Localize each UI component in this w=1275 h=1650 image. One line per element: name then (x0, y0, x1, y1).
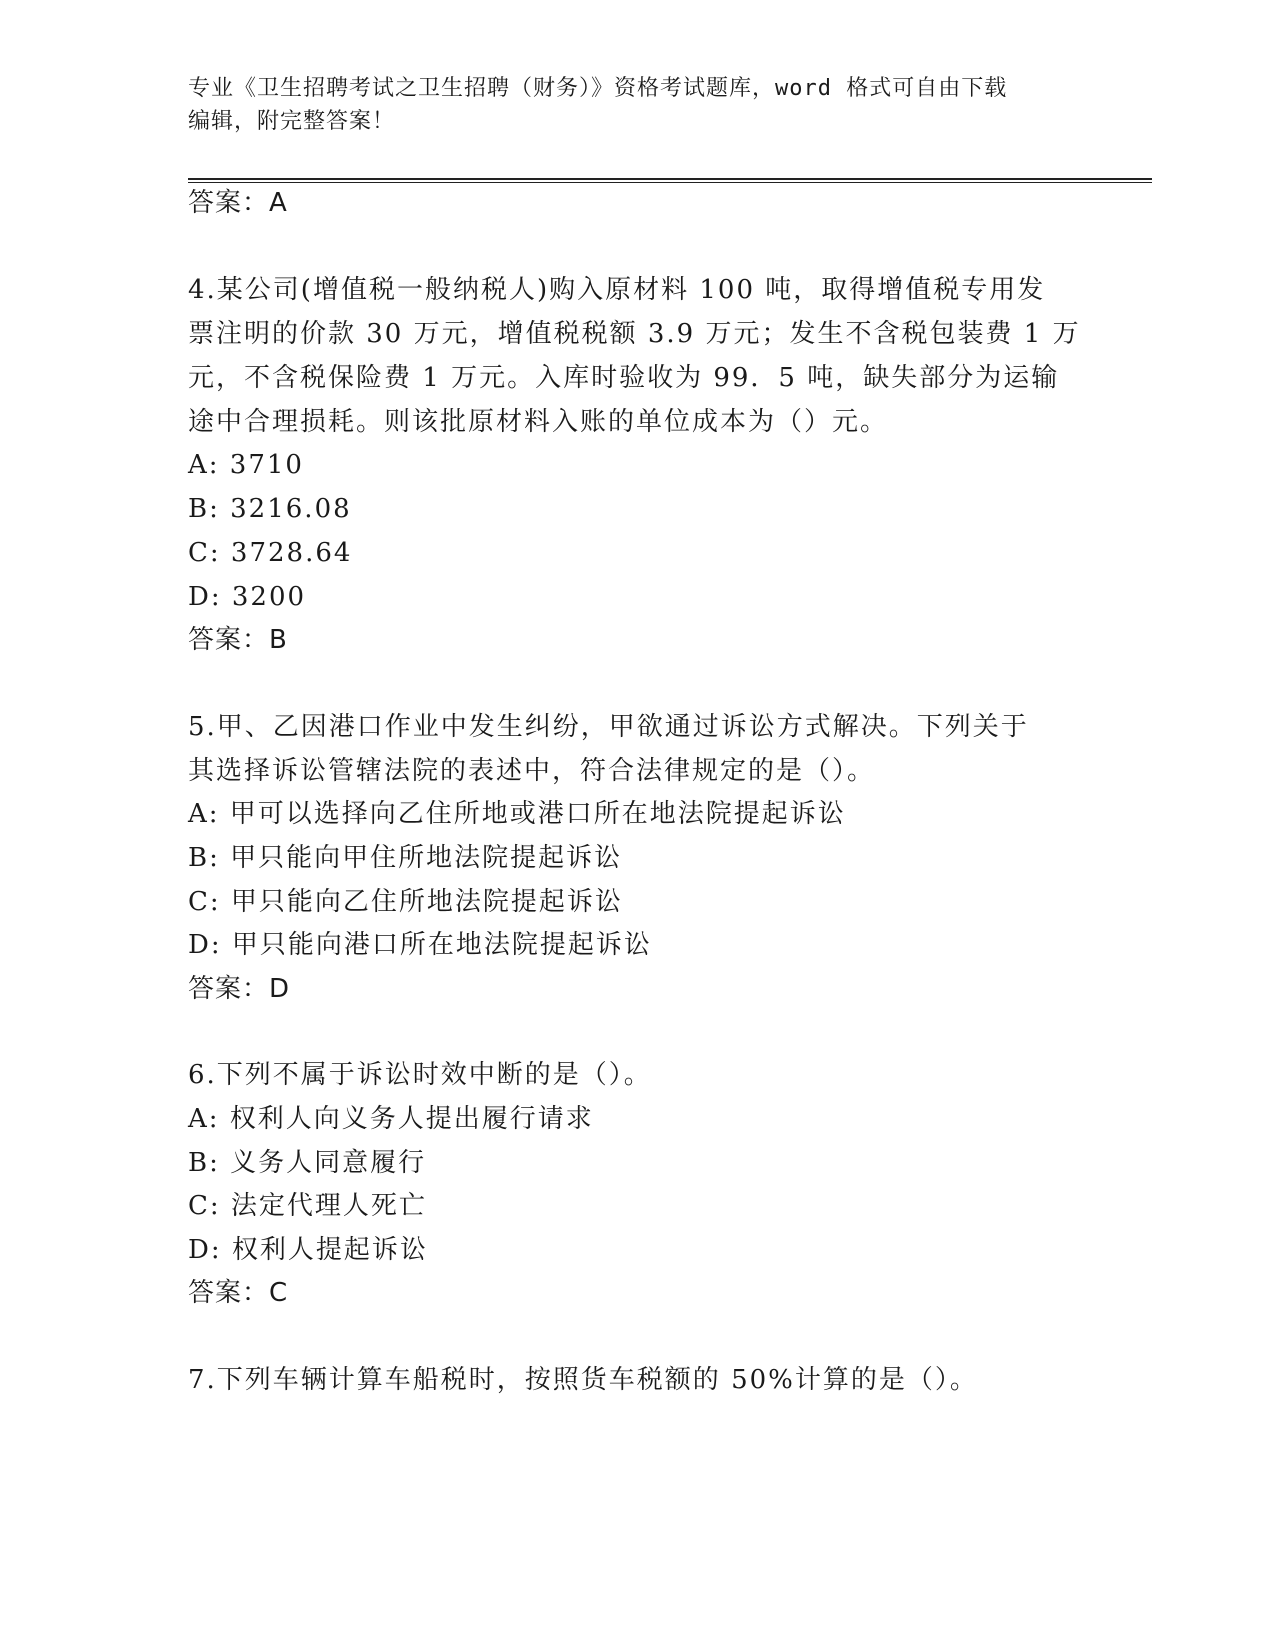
question-6-option-d: D: 权利人提起诉讼 (188, 1235, 428, 1265)
question-5-stem-line-1: 5.甲、乙因港口作业中发生纠纷，甲欲通过诉讼方式解决。下列关于 (188, 712, 1029, 742)
header-divider-thick (188, 178, 1152, 180)
question-6-option-b: B: 义务人同意履行 (188, 1148, 427, 1178)
question-6-option-a: A: 权利人向义务人提出履行请求 (188, 1104, 594, 1134)
question-7-stem-line-1: 7.下列车辆计算车船税时，按照货车税额的 50%计算的是（）。 (188, 1365, 978, 1395)
question-5-option-a: A: 甲可以选择向乙住所地或港口所在地法院提起诉讼 (188, 799, 846, 829)
question-5-option-b: B: 甲只能向甲住所地法院提起诉讼 (188, 843, 623, 873)
question-4-option-a: A: 3710 (188, 450, 304, 480)
question-5-stem-line-2: 其选择诉讼管辖法院的表述中，符合法律规定的是（）。 (188, 756, 876, 786)
answer-previous: 答案：A (188, 188, 288, 218)
question-5-option-d: D: 甲只能向港口所在地法院提起诉讼 (188, 930, 652, 960)
question-6-option-c: C: 法定代理人死亡 (188, 1191, 427, 1221)
question-4-stem-line-2: 票注明的价款 30 万元，增值税税额 3.9 万元；发生不含税包装费 1 万 (188, 319, 1081, 349)
question-4-option-c: C: 3728.64 (188, 538, 353, 568)
question-4-option-b: B: 3216.08 (188, 494, 352, 524)
question-6-stem-line-1: 6.下列不属于诉讼时效中断的是（）。 (188, 1060, 652, 1090)
document-header (188, 72, 1088, 138)
question-5-option-c: C: 甲只能向乙住所地法院提起诉讼 (188, 887, 623, 917)
header-line-1: 专业《卫生招聘考试之卫生招聘（财务）》资格考试题库，word 格式可自由下载 (188, 76, 1008, 101)
question-4-stem-line-3: 元，不含税保险费 1 万元。入库时验收为 99．5 吨，缺失部分为运输 (188, 363, 1060, 393)
question-4-option-d: D: 3200 (188, 582, 307, 612)
question-4-stem-line-4: 途中合理损耗。则该批原材料入账的单位成本为（）元。 (188, 407, 889, 437)
header-divider-thin (188, 182, 1152, 183)
question-4-stem-line-1: 4.某公司(增值税一般纳税人)购入原材料 100 吨，取得增值税专用发 (188, 275, 1046, 305)
question-5-answer: 答案：D (188, 974, 291, 1004)
question-4-answer: 答案：B (188, 625, 288, 655)
header-line-2: 编辑，附完整答案！ (188, 109, 396, 134)
question-6-answer: 答案：C (188, 1278, 289, 1308)
